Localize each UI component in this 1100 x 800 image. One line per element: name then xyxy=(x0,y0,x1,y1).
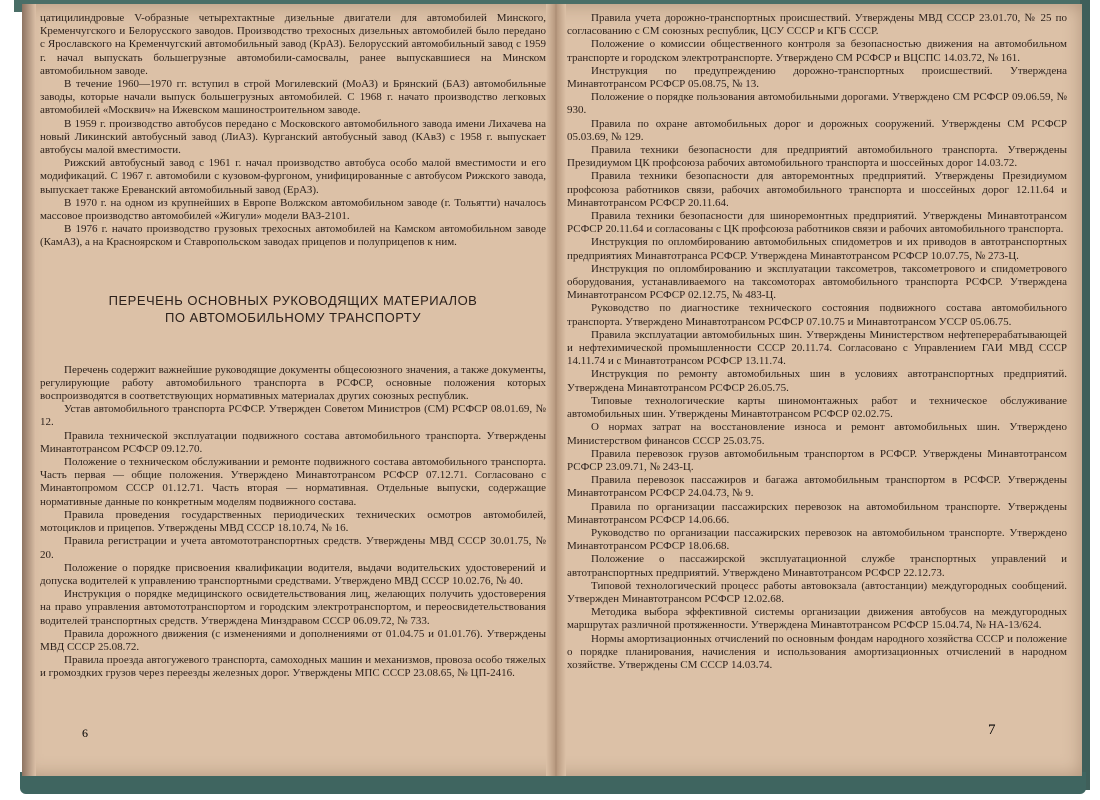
list-item: Положение о техническом обслуживании и ремонте подвижного состава автомобильного транспорта. Часть первая — общие положения. Утверждено Минавтотрансом РСФСР 07.12.71. Согласовано с Минавтопромом СССР 01.12.71. Часть вторая — нормативная. Отдельные выпуски, содержащие нормативные данные по конкретным моделям подвижного состава. xyxy=(40,456,546,508)
list-item: Инструкция по опломбированию автомобильных спидометров и их приводов в автотранспортных предприятиях Минавтотранса РСФСР. Утверждена Минавтотрансом РСФСР 10.07.75, № 273-Ц. xyxy=(567,236,1067,262)
intro-text xyxy=(40,12,546,250)
list-item: Руководство по организации пассажирских перевозок на автомобильном транспорте. Утверждено Минавтотрансом РСФСР 18.06.68. xyxy=(567,526,1067,553)
left-page xyxy=(40,12,546,764)
paragraph: Рижский автобусный завод с 1961 г. начал производство автобуса особо малой вместимости и его модификаций. С 1967 г. автомобили с кузовом-фургоном, унифицированные с автобусом Рижского завода, выпускает также Ереванский автомобильный завод (ЕрАЗ). xyxy=(40,157,546,196)
list-item: Типовые технологические карты шиномонтажных работ и техническое обслуживание автомобильных шин. Утверждены Минавтотрансом РСФСР 02.02.75. xyxy=(567,394,1067,421)
list-item: Методика выбора эффективной системы организации движения автобусов на междугородных маршрутах различной протяженности. Утверждена Минавтотрансом РСФСР 15.04.74, № НА-13/624. xyxy=(567,606,1067,632)
list-item: Правила дорожного движения (с изменениями и дополнениями от 01.04.75 и 01.01.76). Утверждены МВД СССР 25.08.72. xyxy=(40,627,546,653)
list-item: Правила проведения государственных периодических технических осмотров автомобилей, мотоциклов и прицепов. Утверждены МВД СССР 18.10.74, № 16. xyxy=(40,508,546,535)
paragraph: В 1976 г. начато производство грузовых трехосных автомобилей на Камском автомобильном заводе (КамАЗ), а на Красноярском и Ставропольском заводах прицепов и полуприцепов к ним. xyxy=(40,223,546,249)
list-item: Правила учета дорожно-транспортных происшествий. Утверждены МВД СССР 23.01.70, № 25 по согласованию с СМ союзных республик, ЦСУ СССР и КГБ СССР. xyxy=(567,12,1067,38)
paragraph: В 1959 г. производство автобусов передано с Московского автомобильного завода имени Лихачева на новый Ликинский автобусный завод (ЛиАЗ). Курганский автобусный завод (КАвЗ) с 1958 г. выпускает автобусы малой вместимости. xyxy=(40,117,546,157)
paragraph: цатицилиндровые V-образные четырехтактные дизельные двигатели для автомобилей Минского, Кременчугского и Белорусского заводов. Производство трехосных дизельных автомобилей было передано с Ярославского на Кременчугский автомобильный завод (КрАЗ). Белорусский автомобильный завод с 1959 г. начал выпускать большегрузные автомобили-самосвалы, ранее выпускавшиеся на Минском автомобильном заводе. xyxy=(40,12,546,77)
list-item: Положение о порядке присвоения квалификации водителя, выдачи водительских удостоверений и допуска водителей к управлению транспортными средствами. Утверждено МВД СССР 10.02.76, № 40. xyxy=(40,561,546,587)
right-page xyxy=(567,12,1067,764)
list-item: Правила перевозок пассажиров и багажа автомобильным транспортом в РСФСР. Утверждены Минавтотрансом РСФСР 24.04.73, № 9. xyxy=(567,474,1067,500)
list-item: Правила техники безопасности для предприятий автомобильного транспорта. Утверждены Президиумом ЦК профсоюза рабочих автомобильного транспорта и шоссейных дорог 14.03.72. xyxy=(567,144,1067,170)
list-item: Положение о порядке пользования автомобильными дорогами. Утверждено СМ РСФСР 09.06.59, № 930. xyxy=(567,91,1067,117)
list-item: Устав автомобильного транспорта РСФСР. Утвержден Советом Министров (СМ) РСФСР 08.01.69, № 12. xyxy=(40,403,546,429)
page-number-left: 6 xyxy=(82,726,88,740)
list-item: Правила техники безопасности для авторемонтных предприятий. Утверждены Президиумом профсоюза работников связи, рабочих автомобильного транспорта и шоссейных дорог 12.11.64 и Минавтотрансом РСФСР 20.11.64. xyxy=(567,170,1067,209)
book-spread xyxy=(22,4,1082,776)
list-item: Руководство по диагностике технического состояния подвижного состава автомобильного транспорта. Утверждено Минавтотрансом РСФСР 07.10.75 и Минавтотрансом УССР 05.06.75. xyxy=(567,302,1067,328)
list-item: Правила по организации пассажирских перевозок на автомобильном транспорте. Утверждены Минавтотрансом РСФСР 14.06.66. xyxy=(567,500,1067,526)
list-item: Инструкция по предупреждению дорожно-транспортных происшествий. Утверждена Минавтотрансом РСФСР 05.08.75, № 13. xyxy=(567,64,1067,91)
section-heading: ПЕРЕЧЕНЬ ОСНОВНЫХ РУКОВОДЯЩИХ МАТЕРИАЛОВ xyxy=(108,292,478,308)
list-item: Правила по охране автомобильных дорог и дорожных сооружений. Утверждены СМ РСФСР 05.03.69, № 129. xyxy=(567,117,1067,143)
list-item: Правила техники безопасности для шиноремонтных предприятий. Утверждены Минавтотрансом РСФСР 20.11.64 и согласованы с ЦК профсоюза работников связи и рабочих автомобильного транспорта. xyxy=(567,210,1067,236)
list-item: Положение о пассажирской эксплуатационной службе транспортных управлений и автотранспортных предприятий. Утверждено Минавтотрансом РСФСР 22.12.73. xyxy=(567,553,1067,579)
list-item: Нормы амортизационных отчислений по основным фондам народного хозяйства СССР и положение о порядке планирования, начисления и использования амортизационных отчислений в народном хозяйстве. Утверждены СМ СССР 14.03.74. xyxy=(567,632,1067,671)
list-item: О нормах затрат на восстановление износа и ремонт автомобильных шин. Утверждено Министерством финансов СССР 25.03.75. xyxy=(567,421,1067,447)
list-item: Положение о комиссии общественного контроля за безопасностью движения на автомобильном транспорте и городском электротранспорте. Утверждено СМ РСФСР и ВЦСПС 14.03.72, № 161. xyxy=(567,38,1067,64)
document-list xyxy=(40,364,546,681)
section-heading: ПО АВТОМОБИЛЬНОМУ ТРАНСПОРТУ xyxy=(164,309,422,325)
paragraph: В течение 1960—1970 гг. вступил в строй Могилевский (МоАЗ) и Брянский (БАЗ) автомобильные заводы, которые начали выпуск большегрузных автомобилей. С 1968 г. начато производство легковых автомобилей «Москвич» на Ижевском машиностроительном заводе. xyxy=(40,78,546,117)
list-item: Правила перевозок грузов автомобильным транспортом в РСФСР. Утверждены Минавтотрансом РСФСР 23.09.71, № 243-Ц. xyxy=(567,447,1067,473)
list-item: Типовой технологический процесс работы автовокзала (автостанции) междугородных сообщений. Утвержден Минавтотрансом РСФСР 12.02.68. xyxy=(567,579,1067,605)
page-edge-shadow xyxy=(22,4,36,776)
list-item: Инструкция по опломбированию и эксплуатации таксометров, таксометрового и спидометрового оборудования, устанавливаемого на таксомоторах автомобильного транспорта РСФСР. Утверждена Минавтотрансом РСФСР 02.12.75, № 483-Ц. xyxy=(567,262,1067,302)
page-number-right: 7 xyxy=(988,722,996,738)
paragraph: В 1970 г. на одном из крупнейших в Европе Волжском автомобильном заводе (г. Тольятти) началось массовое производство автомобилей «Жигули» модели ВАЗ-2101. xyxy=(40,196,546,223)
list-item: Правила эксплуатации автомобильных шин. Утверждены Министерством нефтеперерабатывающей и нефтехимической промышленности СССР 20.11.74. Согласовано с Управлением ГАИ МВД СССР 14.11.74 и с Минавтотрансом РСФСР 13.11.74. xyxy=(567,328,1067,368)
list-item: Инструкция о порядке медицинского освидетельствования лиц, желающих получить удостоверения на право управления автомототранспортом и городским электротранспортом, и переосвидетельствования водителей транспортных средств. Утверждена Минздравом СССР 06.09.72, № 733. xyxy=(40,588,546,627)
list-item: Правила проезда автогужевого транспорта, самоходных машин и механизмов, провоза особо тяжелых и громоздких грузов через переезды железных дорог. Утверждены МПС СССР 23.08.65, № ЦП-2416. xyxy=(40,654,546,680)
paragraph: Перечень содержит важнейшие руководящие документы общесоюзного значения, а также документы, регулирующие работу автомобильного транспорта в РСФСР, основные положения которых воспроизводятся в соответствующих нормативных материалах других союзных республик. xyxy=(40,363,546,403)
list-item: Правила технической эксплуатации подвижного состава автомобильного транспорта. Утверждены Минавтотрансом РСФСР 09.12.70. xyxy=(40,429,546,455)
list-item: Правила регистрации и учета автомототранспортных средств. Утверждены МВД СССР 30.01.75, № 20. xyxy=(40,535,546,561)
list-item: Инструкция по ремонту автомобильных шин в условиях автотранспортных предприятий. Утверждена Минавтотрансом РСФСР 26.05.75. xyxy=(567,368,1067,394)
book-gutter xyxy=(546,4,566,776)
